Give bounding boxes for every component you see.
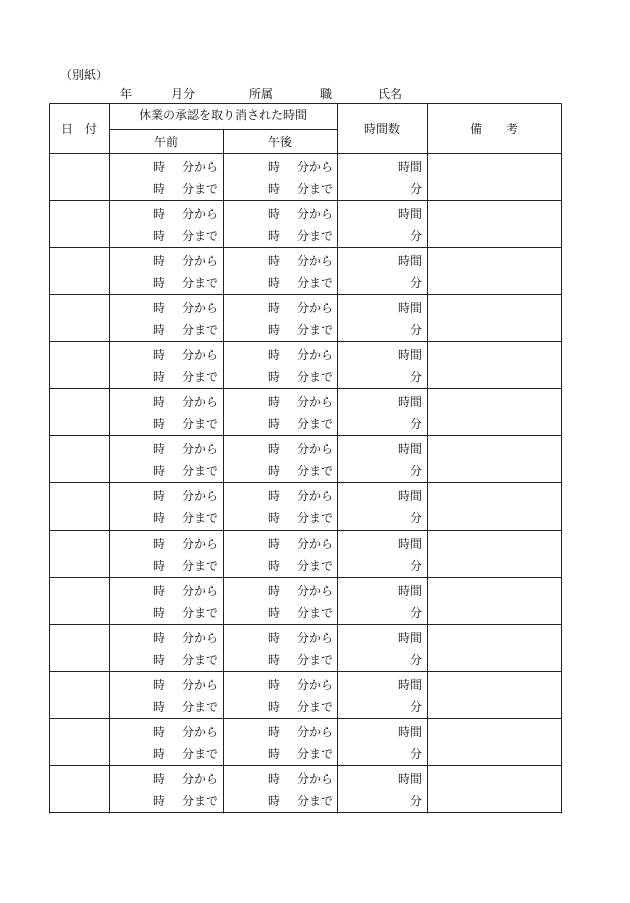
header-year: 年 — [120, 87, 133, 101]
morning-end-minute: 分まで — [182, 700, 219, 714]
afternoon-start-minute: 分から — [297, 631, 334, 645]
morning-end-hour: 時 — [153, 653, 166, 667]
afternoon-end-hour: 時 — [268, 323, 281, 337]
hours-unit: 時間 — [398, 442, 423, 456]
minutes-unit: 分 — [410, 559, 423, 573]
morning-start-hour: 時 — [153, 395, 166, 409]
afternoon-start-hour: 時 — [268, 254, 281, 268]
afternoon-end-minute: 分まで — [297, 182, 334, 196]
header-month: 月分 — [171, 87, 196, 101]
afternoon-start-minute: 分から — [297, 442, 334, 456]
afternoon-end-hour: 時 — [268, 370, 281, 384]
morning-end-hour: 時 — [153, 417, 166, 431]
header-cancelled-time: 休業の承認を取り消された時間 — [138, 108, 307, 122]
afternoon-start-minute: 分から — [297, 301, 334, 315]
morning-end-hour: 時 — [153, 511, 166, 525]
morning-start-minute: 分から — [182, 631, 219, 645]
morning-end-hour: 時 — [153, 794, 166, 808]
morning-end-minute: 分まで — [182, 606, 219, 620]
afternoon-start-minute: 分から — [297, 489, 334, 503]
afternoon-start-minute: 分から — [297, 725, 334, 739]
minutes-unit: 分 — [410, 653, 423, 667]
afternoon-end-hour: 時 — [268, 700, 281, 714]
morning-start-minute: 分から — [182, 537, 219, 551]
afternoon-start-minute: 分から — [297, 254, 334, 268]
minutes-unit: 分 — [410, 370, 423, 384]
minutes-unit: 分 — [410, 700, 423, 714]
minutes-unit: 分 — [410, 747, 423, 761]
afternoon-start-hour: 時 — [268, 772, 281, 786]
morning-start-hour: 時 — [153, 631, 166, 645]
header-position: 職 — [320, 87, 333, 101]
morning-start-hour: 時 — [153, 537, 166, 551]
morning-start-minute: 分から — [182, 489, 219, 503]
morning-start-minute: 分から — [182, 160, 219, 174]
morning-start-hour: 時 — [153, 772, 166, 786]
afternoon-end-minute: 分まで — [297, 417, 334, 431]
hours-unit: 時間 — [398, 348, 423, 362]
morning-end-hour: 時 — [153, 229, 166, 243]
morning-start-hour: 時 — [153, 160, 166, 174]
hours-unit: 時間 — [398, 395, 423, 409]
morning-start-minute: 分から — [182, 725, 219, 739]
morning-start-minute: 分から — [182, 301, 219, 315]
morning-start-hour: 時 — [153, 678, 166, 692]
morning-start-minute: 分から — [182, 207, 219, 221]
afternoon-end-hour: 時 — [268, 464, 281, 478]
afternoon-start-minute: 分から — [297, 348, 334, 362]
afternoon-end-hour: 時 — [268, 606, 281, 620]
header-morning: 午前 — [153, 135, 178, 149]
morning-start-minute: 分から — [182, 772, 219, 786]
hours-unit: 時間 — [398, 537, 423, 551]
afternoon-start-minute: 分から — [297, 772, 334, 786]
afternoon-start-hour: 時 — [268, 160, 281, 174]
morning-start-hour: 時 — [153, 301, 166, 315]
afternoon-end-hour: 時 — [268, 747, 281, 761]
minutes-unit: 分 — [410, 229, 423, 243]
afternoon-start-hour: 時 — [268, 678, 281, 692]
minutes-unit: 分 — [410, 606, 423, 620]
morning-end-minute: 分まで — [182, 559, 219, 573]
header-date: 日 付 — [60, 122, 97, 136]
afternoon-end-minute: 分まで — [297, 653, 334, 667]
morning-end-minute: 分まで — [182, 323, 219, 337]
morning-end-hour: 時 — [153, 747, 166, 761]
morning-start-minute: 分から — [182, 254, 219, 268]
morning-start-minute: 分から — [182, 678, 219, 692]
afternoon-end-hour: 時 — [268, 182, 281, 196]
morning-end-hour: 時 — [153, 464, 166, 478]
afternoon-start-hour: 時 — [268, 442, 281, 456]
morning-end-minute: 分まで — [182, 276, 219, 290]
morning-end-hour: 時 — [153, 276, 166, 290]
minutes-unit: 分 — [410, 794, 423, 808]
afternoon-start-hour: 時 — [268, 207, 281, 221]
morning-end-hour: 時 — [153, 370, 166, 384]
header-hours: 時間数 — [363, 122, 400, 136]
morning-start-hour: 時 — [153, 207, 166, 221]
header-department: 所属 — [249, 87, 274, 101]
attachment-label: （別紙） — [60, 68, 109, 82]
morning-start-minute: 分から — [182, 395, 219, 409]
minutes-unit: 分 — [410, 511, 423, 525]
afternoon-end-hour: 時 — [268, 417, 281, 431]
afternoon-start-hour: 時 — [268, 395, 281, 409]
hours-unit: 時間 — [398, 631, 423, 645]
hours-unit: 時間 — [398, 772, 423, 786]
morning-start-hour: 時 — [153, 725, 166, 739]
afternoon-end-minute: 分まで — [297, 700, 334, 714]
morning-end-hour: 時 — [153, 606, 166, 620]
afternoon-end-hour: 時 — [268, 653, 281, 667]
header-afternoon: 午後 — [267, 135, 292, 149]
hours-unit: 時間 — [398, 678, 423, 692]
afternoon-start-minute: 分から — [297, 584, 334, 598]
afternoon-end-hour: 時 — [268, 794, 281, 808]
afternoon-end-hour: 時 — [268, 511, 281, 525]
afternoon-start-hour: 時 — [268, 348, 281, 362]
afternoon-start-hour: 時 — [268, 537, 281, 551]
afternoon-start-hour: 時 — [268, 489, 281, 503]
morning-end-hour: 時 — [153, 182, 166, 196]
minutes-unit: 分 — [410, 182, 423, 196]
morning-end-hour: 時 — [153, 700, 166, 714]
afternoon-start-hour: 時 — [268, 725, 281, 739]
hours-unit: 時間 — [398, 584, 423, 598]
afternoon-start-minute: 分から — [297, 395, 334, 409]
afternoon-end-minute: 分まで — [297, 370, 334, 384]
morning-start-minute: 分から — [182, 348, 219, 362]
afternoon-end-minute: 分まで — [297, 559, 334, 573]
afternoon-end-minute: 分まで — [297, 511, 334, 525]
afternoon-end-minute: 分まで — [297, 606, 334, 620]
minutes-unit: 分 — [410, 323, 423, 337]
morning-start-hour: 時 — [153, 348, 166, 362]
morning-end-hour: 時 — [153, 323, 166, 337]
morning-start-minute: 分から — [182, 584, 219, 598]
afternoon-end-hour: 時 — [268, 276, 281, 290]
morning-start-hour: 時 — [153, 254, 166, 268]
hours-unit: 時間 — [398, 725, 423, 739]
afternoon-end-minute: 分まで — [297, 747, 334, 761]
minutes-unit: 分 — [410, 417, 423, 431]
afternoon-start-minute: 分から — [297, 678, 334, 692]
morning-end-minute: 分まで — [182, 653, 219, 667]
morning-end-minute: 分まで — [182, 747, 219, 761]
morning-end-minute: 分まで — [182, 370, 219, 384]
morning-end-minute: 分まで — [182, 794, 219, 808]
afternoon-end-minute: 分まで — [297, 323, 334, 337]
afternoon-start-minute: 分から — [297, 207, 334, 221]
afternoon-start-minute: 分から — [297, 160, 334, 174]
morning-start-hour: 時 — [153, 442, 166, 456]
minutes-unit: 分 — [410, 464, 423, 478]
hours-unit: 時間 — [398, 160, 423, 174]
afternoon-end-hour: 時 — [268, 229, 281, 243]
header-remarks: 備 考 — [469, 122, 518, 136]
morning-start-minute: 分から — [182, 442, 219, 456]
morning-end-minute: 分まで — [182, 464, 219, 478]
afternoon-end-minute: 分まで — [297, 794, 334, 808]
morning-start-hour: 時 — [153, 489, 166, 503]
afternoon-end-minute: 分まで — [297, 464, 334, 478]
afternoon-start-minute: 分から — [297, 537, 334, 551]
minutes-unit: 分 — [410, 276, 423, 290]
afternoon-end-minute: 分まで — [297, 229, 334, 243]
morning-end-hour: 時 — [153, 559, 166, 573]
afternoon-start-hour: 時 — [268, 301, 281, 315]
afternoon-end-hour: 時 — [268, 559, 281, 573]
hours-unit: 時間 — [398, 489, 423, 503]
morning-start-hour: 時 — [153, 584, 166, 598]
hours-unit: 時間 — [398, 207, 423, 221]
afternoon-end-minute: 分まで — [297, 276, 334, 290]
morning-end-minute: 分まで — [182, 511, 219, 525]
morning-end-minute: 分まで — [182, 417, 219, 431]
morning-end-minute: 分まで — [182, 182, 219, 196]
afternoon-start-hour: 時 — [268, 584, 281, 598]
afternoon-start-hour: 時 — [268, 631, 281, 645]
hours-unit: 時間 — [398, 301, 423, 315]
header-name: 氏名 — [378, 87, 403, 101]
hours-unit: 時間 — [398, 254, 423, 268]
morning-end-minute: 分まで — [182, 229, 219, 243]
